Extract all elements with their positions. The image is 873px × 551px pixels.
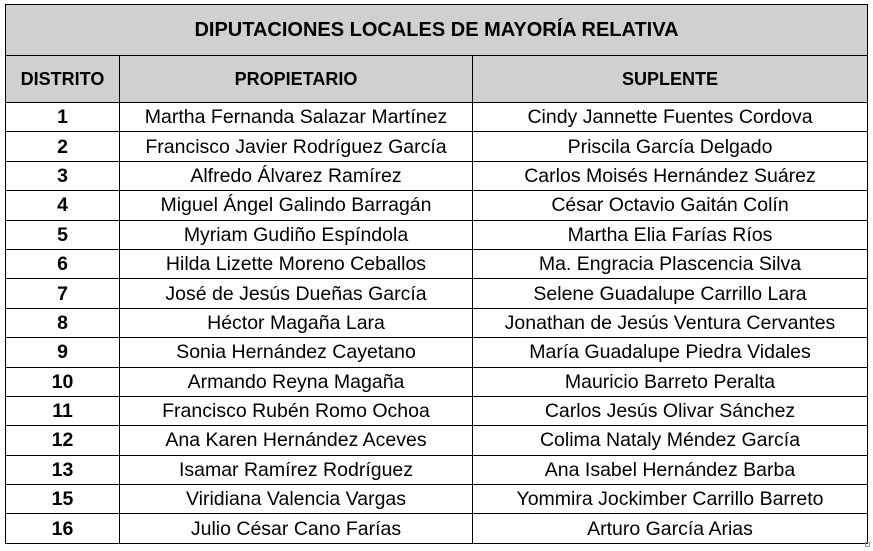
cell-distrito: 7 [6, 279, 120, 308]
cell-distrito: 9 [6, 338, 120, 367]
cell-suplente: César Octavio Gaitán Colín [473, 191, 868, 220]
table-title-row [6, 5, 868, 56]
cell-suplente: María Guadalupe Piedra Vidales [473, 338, 868, 367]
cell-propietario: Viridiana Valencia Vargas [120, 485, 473, 514]
column-header-suplente: SUPLENTE [473, 56, 868, 103]
table-row [6, 103, 868, 132]
table-row [6, 426, 868, 455]
table-body [6, 103, 868, 544]
cell-propietario: José de Jesús Dueñas García [120, 279, 473, 308]
cell-suplente: Mauricio Barreto Peralta [473, 367, 868, 396]
cell-distrito: 16 [6, 514, 120, 543]
cell-propietario: Miguel Ángel Galindo Barragán [120, 191, 473, 220]
cell-propietario: Armando Reyna Magaña [120, 367, 473, 396]
cell-distrito: 10 [6, 367, 120, 396]
table-row [6, 396, 868, 425]
cell-suplente: Martha Elia Farías Ríos [473, 220, 868, 249]
table-row [6, 367, 868, 396]
cell-suplente: Yommira Jockimber Carrillo Barreto [473, 485, 868, 514]
cell-suplente: Ma. Engracia Plascencia Silva [473, 249, 868, 278]
cell-suplente: Priscila García Delgado [473, 132, 868, 161]
table-row [6, 279, 868, 308]
cell-distrito: 3 [6, 161, 120, 190]
table-row [6, 249, 868, 278]
diputaciones-table [5, 4, 868, 544]
cell-propietario: Alfredo Álvarez Ramírez [120, 161, 473, 190]
cell-suplente: Colima Nataly Méndez García [473, 426, 868, 455]
cell-propietario: Sonia Hernández Cayetano [120, 338, 473, 367]
cell-suplente: Carlos Jesús Olivar Sánchez [473, 396, 868, 425]
diputaciones-table-container [5, 4, 867, 544]
table-row [6, 161, 868, 190]
table-row [6, 308, 868, 337]
column-header-propietario: PROPIETARIO [120, 56, 473, 103]
cell-distrito: 6 [6, 249, 120, 278]
cell-suplente: Ana Isabel Hernández Barba [473, 455, 868, 484]
cell-propietario: Francisco Javier Rodríguez García [120, 132, 473, 161]
table-head [6, 5, 868, 103]
table-row [6, 191, 868, 220]
cell-distrito: 12 [6, 426, 120, 455]
cell-suplente: Arturo García Arias [473, 514, 868, 543]
cell-propietario: Julio César Cano Farías [120, 514, 473, 543]
table-row [6, 220, 868, 249]
cell-distrito: 15 [6, 485, 120, 514]
table-header-row [6, 56, 868, 103]
table-title: DIPUTACIONES LOCALES DE MAYORÍA RELATIVA [6, 5, 868, 56]
cell-distrito: 2 [6, 132, 120, 161]
table-row [6, 132, 868, 161]
cell-distrito: 1 [6, 103, 120, 132]
cell-suplente: Jonathan de Jesús Ventura Cervantes [473, 308, 868, 337]
column-header-distrito: DISTRITO [6, 56, 120, 103]
table-row [6, 338, 868, 367]
cell-propietario: Isamar Ramírez Rodríguez [120, 455, 473, 484]
cell-propietario: Martha Fernanda Salazar Martínez [120, 103, 473, 132]
cell-distrito: 11 [6, 396, 120, 425]
cell-distrito: 5 [6, 220, 120, 249]
cell-suplente: Cindy Jannette Fuentes Cordova [473, 103, 868, 132]
cell-distrito: 8 [6, 308, 120, 337]
cell-suplente: Selene Guadalupe Carrillo Lara [473, 279, 868, 308]
cell-distrito: 4 [6, 191, 120, 220]
table-row [6, 514, 868, 543]
cell-propietario: Hilda Lizette Moreno Ceballos [120, 249, 473, 278]
table-row [6, 485, 868, 514]
table-row [6, 455, 868, 484]
cell-distrito: 13 [6, 455, 120, 484]
cell-propietario: Francisco Rubén Romo Ochoa [120, 396, 473, 425]
cell-propietario: Myriam Gudiño Espíndola [120, 220, 473, 249]
cell-propietario: Héctor Magaña Lara [120, 308, 473, 337]
cell-suplente: Carlos Moisés Hernández Suárez [473, 161, 868, 190]
table-resize-handle[interactable] [865, 542, 870, 547]
cell-propietario: Ana Karen Hernández Aceves [120, 426, 473, 455]
